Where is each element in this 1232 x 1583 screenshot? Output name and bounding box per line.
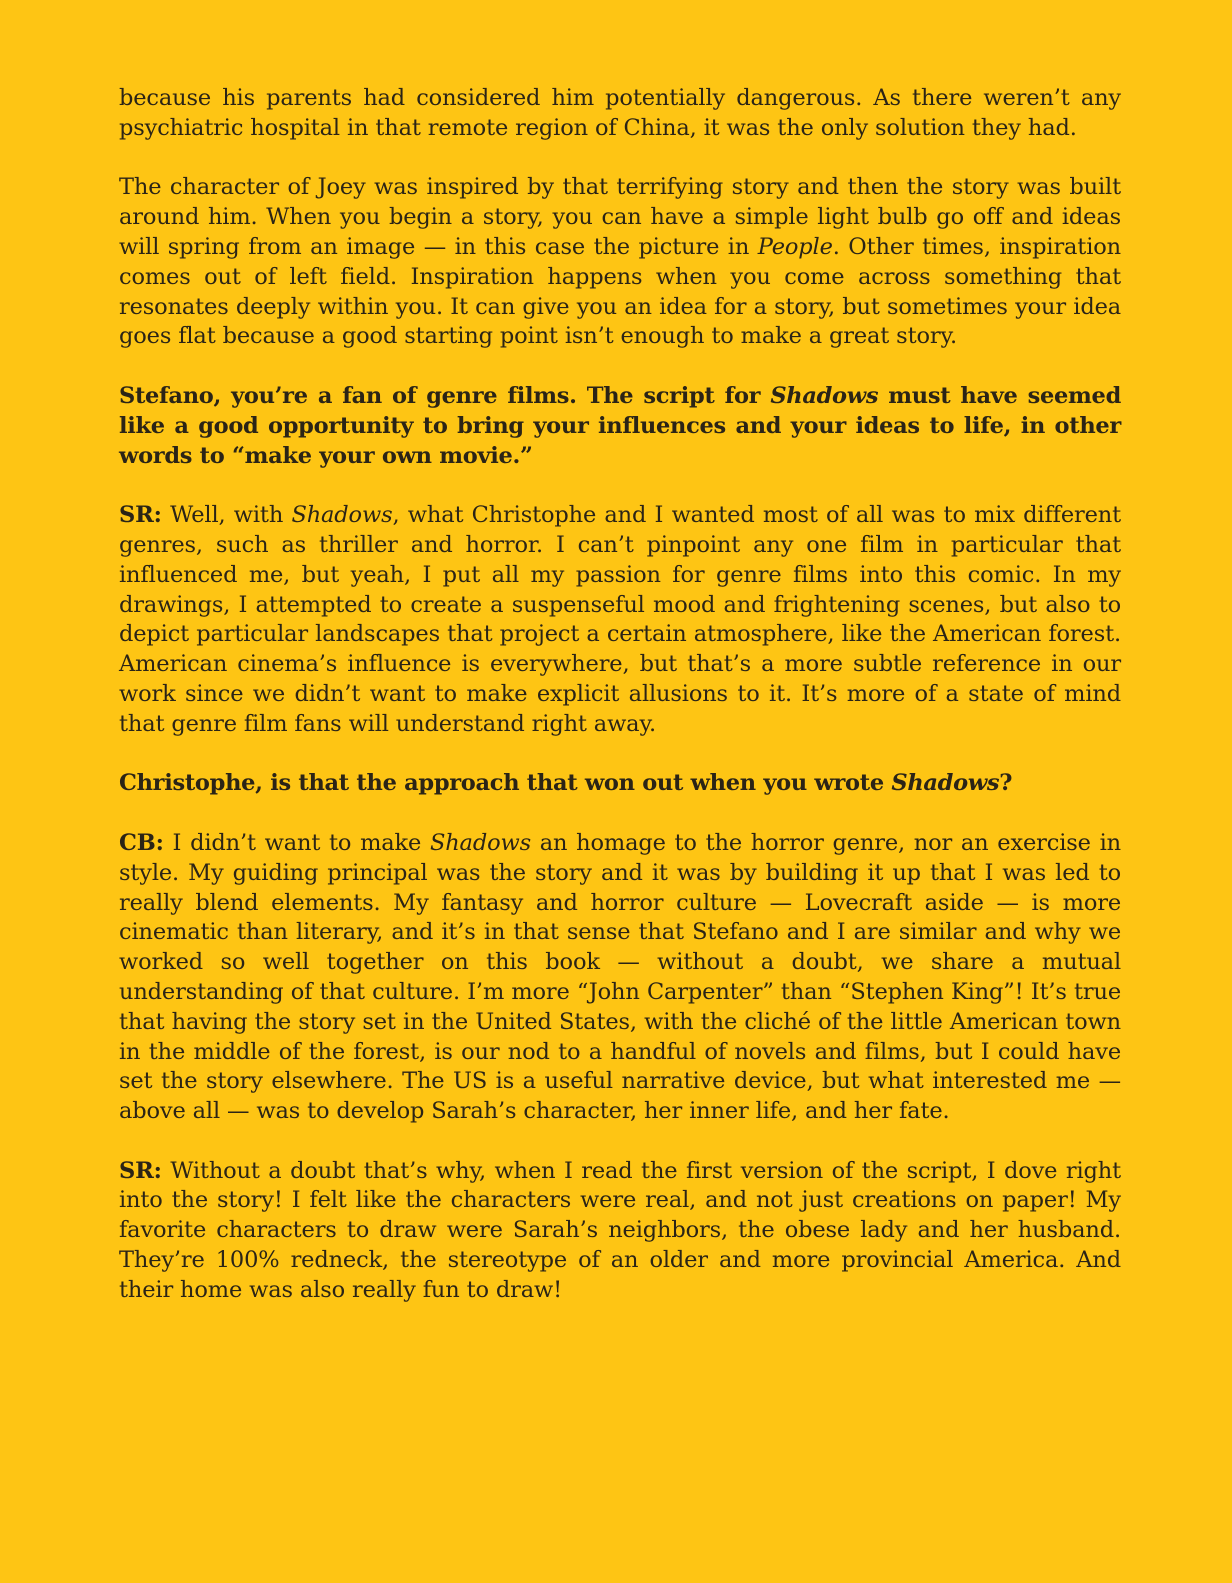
- answer-sr-characters: [119, 1157, 1121, 1306]
- book-title: Shadows: [891, 770, 1000, 797]
- answer-sr-genres: [119, 501, 1121, 739]
- book-title: Shadows: [429, 829, 531, 856]
- speaker-label: SR:: [119, 1157, 162, 1184]
- paragraph-text: . Other times, inspiration comes out of left field. Inspiration happens when you come across something that resonates deeply within you. It can give you an idea for a story, but sometimes your idea goes flat because a good starting point isn’t enough to make a great story.: [119, 233, 1121, 350]
- answer-text: , what Christophe and I wanted most of all was to mix different genres, such as thriller and horror. I can’t pinpoint any one film in particular that influenced me, but yeah, I put all my passion for genre films into this comic. In my drawings, I attempted to create a suspenseful mood and frightening scenes, but also to depict particular landscapes that project a certain atmosphere, like the American forest. American cinema’s influence is everywhere, but that’s a more subtle reference in our work since we didn’t want to make explicit allusions to it. It’s more of a state of mind that genre film fans will understand right away.: [119, 502, 1121, 737]
- answer-text: Without a doubt that’s why, when I read the first version of the script, I dove right into the story! I felt like the characters were real, and not just creations on paper! My favorite characters to draw were Sarah’s neighbors, the obese lady and her husband. They’re 100% redneck, the stereotype of an older and more provincial America. And their home was also really fun to draw!: [119, 1157, 1121, 1303]
- speaker-label: CB:: [119, 829, 164, 856]
- book-title: Shadows: [291, 502, 393, 529]
- question-genre-films: [119, 382, 1121, 471]
- question-text: ?: [999, 770, 1013, 797]
- paragraph-text: because his parents had considered him potentially dangerous. As there weren’t any psychiatric hospital in that remote region of China, it was the only solution they had.: [119, 85, 1121, 141]
- speaker-label: SR:: [119, 502, 162, 529]
- answer-text: an homage to the horror genre, nor an exercise in style. My guiding principal was the story and it was by building it up that I was led to really blend elements. My fantasy and horror culture — Lovecraft aside — is more cinematic than literary, and it’s in that sense that Stefano and I are similar and why we worked so well together on this book — without a doubt, we share a mutual understanding of that culture. I’m more “John Carpenter” than “Stephen King”! It’s true that having the story set in the United States, with the cliché of the little American town in the middle of the forest, is our nod to a handful of novels and films, but I could have set the story elsewhere. The US is a useful narrative device, but what interested me — above all — was to develop Sarah’s character, her inner life, and her fate.: [119, 829, 1121, 1125]
- answer-cb-homage: [119, 829, 1121, 1127]
- book-title: Shadows: [770, 382, 879, 409]
- paragraph-story-end: [119, 84, 1121, 144]
- interview-text: [119, 84, 1121, 1335]
- question-text: must have seemed like a good opportunity to bring your influences and your ideas to life, in other words to “make your own movie.”: [119, 382, 1121, 469]
- answer-text: Well, with: [161, 502, 292, 529]
- answer-text: I didn’t want to make: [163, 829, 430, 856]
- question-text: Stefano, you’re a fan of genre films. The script for: [119, 382, 771, 409]
- paragraph-text: The character of Joey was inspired by that terrifying story and then the story was built around him. When you begin a story, you can have a simple light bulb go off and ideas will spring from an image — in this case the picture in: [119, 174, 1121, 260]
- question-approach: [119, 769, 1121, 799]
- paragraph-joey-inspiration: [119, 173, 1121, 352]
- magazine-title: People: [757, 233, 833, 260]
- question-text: Christophe, is that the approach that won out when you wrote: [119, 770, 892, 797]
